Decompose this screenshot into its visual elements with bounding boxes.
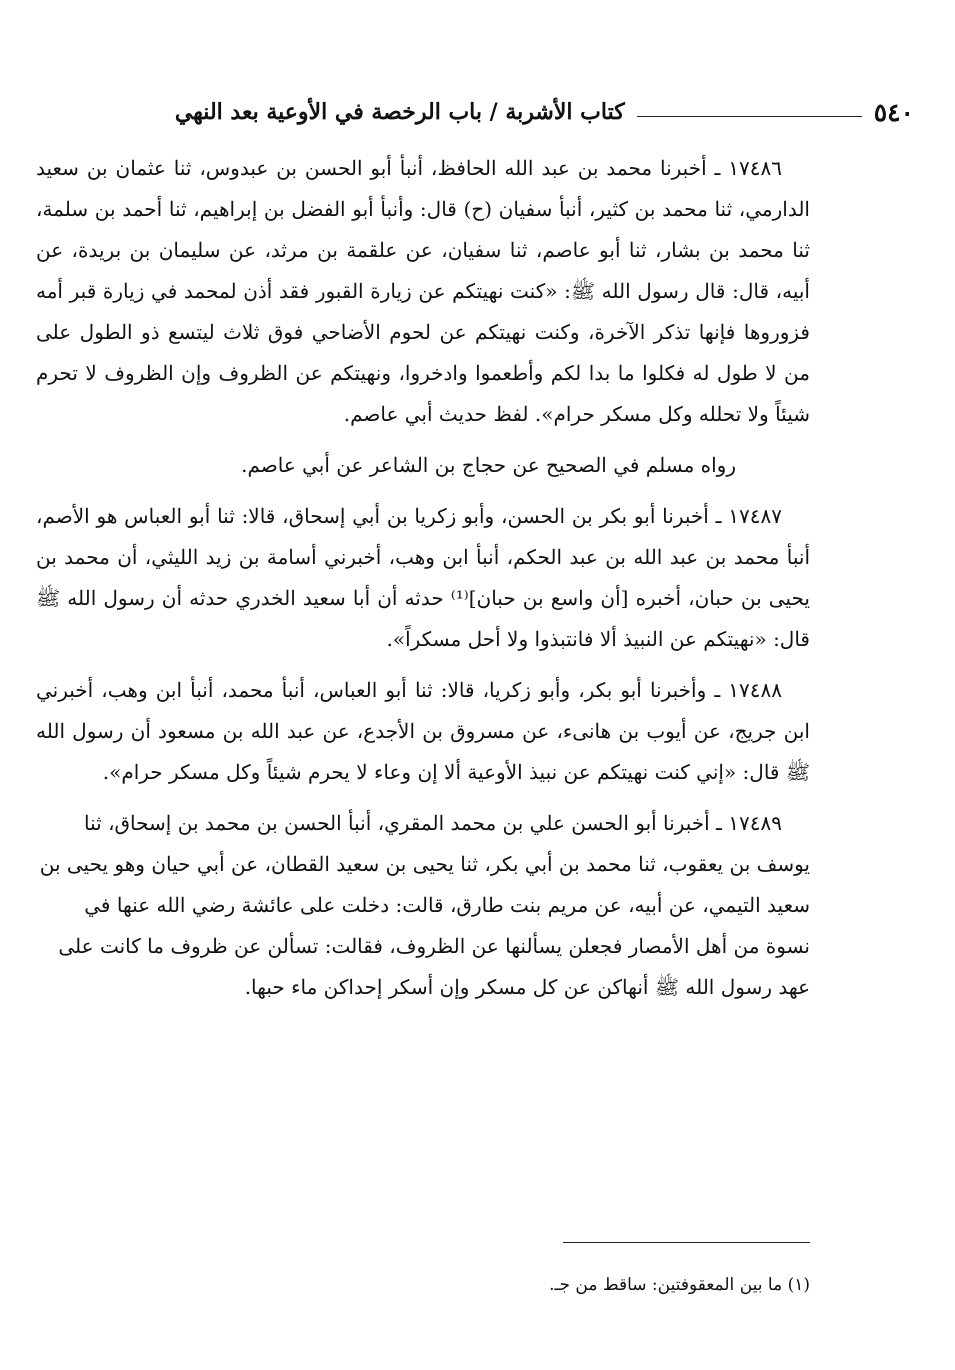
header-divider-line <box>637 116 862 117</box>
hadith-17488: ١٧٤٨٨ ـ وأخبرنا أبو بكر، وأبو زكريا، قالا: ثنا أبو العباس، أنبأ محمد، أنبأ ابن وهب، أخبرني ابن جريج، عن أيوب بن هانىء، عن مسروق بن الأجدع، عن عبد الله بن مسعود أن رسول الله ﷺ قال: «إني كنت نهيتكم عن نبيذ الأوعية ألا إن وعاء لا يحرم شيئاً وكل مسكر حرام». <box>36 678 810 784</box>
footnote-separator <box>563 1242 810 1243</box>
narration-note: رواه مسلم في الصحيح عن حجاج بن الشاعر عن أبي عاصم. <box>241 453 736 477</box>
footnote: (١) ما بين المعقوفتين: ساقط من جـ. <box>549 1275 810 1295</box>
chapter-title: كتاب الأشربة / باب الرخصة في الأوعية بعد النهي <box>174 99 625 125</box>
page-number: ٥٤٠ <box>873 97 914 127</box>
running-header <box>32 92 914 132</box>
hadith-17486: ١٧٤٨٦ ـ أخبرنا محمد بن عبد الله الحافظ، أنبأ أبو الحسن بن عبدوس، ثنا عثمان بن سعيد الدارمي، ثنا محمد بن كثير، أنبأ سفيان (ح) قال: وأنبأ أبو الفضل بن إبراهيم، ثنا أحمد بن سلمة، ثنا محمد بن بشار، ثنا أبو عاصم، ثنا سفيان، عن علقمة بن مرثد، عن سليمان بن بريدة، عن أبيه، قال: قال رسول الله ﷺ: «كنت نهيتكم عن زيارة القبور فقد أذن لمحمد في زيارة قبر أمه فزوروها فإنها تذكر الآخرة، وكنت نهيتكم عن لحوم الأضاحي فوق ثلاث ليتسع ذو الطول على من لا طول له فكلوا ما بدا لكم وأطعموا وادخروا، ونهيتكم عن الظروف وإن الظروف لا تحرم شيئاً ولا تحلله وكل مسكر حرام». لفظ حديث أبي عاصم. <box>36 156 810 426</box>
main-text <box>36 148 810 1018</box>
hadith-17489: ١٧٤٨٩ ـ أخبرنا أبو الحسن علي بن محمد المقري، أنبأ الحسن بن محمد بن إسحاق، ثنا يوسف بن يعقوب، ثنا محمد بن أبي بكر، ثنا يحيى بن سعيد القطان، عن أبي حيان وهو يحيى بن سعيد التيمي، عن أبيه، عن مريم بنت طارق، قالت: دخلت على عائشة رضي الله عنها في نسوة من أهل الأمصار فجعلن يسألنها عن الظروف، فقالت: تسألن عن ظروف ما كانت على عهد رسول الله ﷺ أنهاكن عن كل مسكر وإن أسكر إحداكن ماء حبها. <box>39 811 810 999</box>
hadith-17487: ١٧٤٨٧ ـ أخبرنا أبو بكر بن الحسن، وأبو زكريا بن أبي إسحاق، قالا: ثنا أبو العباس هو الأصم، أنبأ محمد بن عبد الله بن عبد الحكم، أنبأ ابن وهب، أخبرني أسامة بن زيد الليثي، أن محمد بن يحيى بن حبان، أخبره [أن واسع بن حبان]⁽¹⁾ حدثه أن أبا سعيد الخدري حدثه أن رسول الله ﷺ قال: «نهيتكم عن النبيذ ألا فانتبذوا ولا أحل مسكراً». <box>36 504 810 651</box>
